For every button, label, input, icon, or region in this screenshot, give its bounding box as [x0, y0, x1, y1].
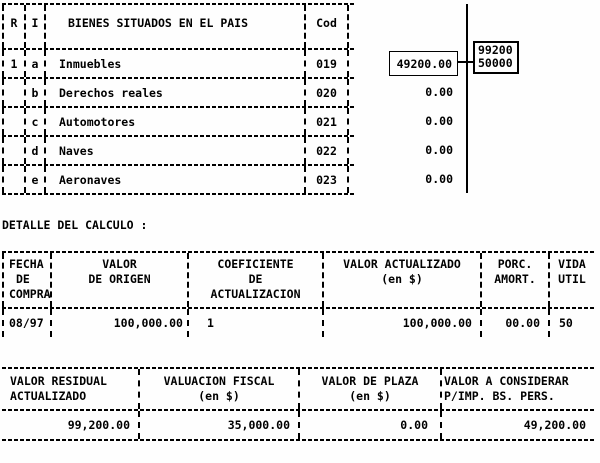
- valor-considerar-value: 49,200.00: [440, 411, 592, 439]
- bienes-header-title: BIENES SITUADOS EN EL PAIS: [44, 5, 304, 48]
- row-label: Naves: [44, 137, 304, 164]
- residual-data-row: [2, 411, 592, 439]
- bienes-table: [2, 3, 354, 195]
- dashed-divider: [2, 439, 594, 441]
- inmuebles-value: 49200.00: [396, 56, 452, 71]
- fecha-compra-value: 08/97: [2, 309, 50, 337]
- porc-amort-value: 00.00: [480, 309, 548, 337]
- row-index: [2, 79, 24, 106]
- row-letter: e: [24, 166, 44, 193]
- row-code: 020: [304, 79, 349, 106]
- row-letter: d: [24, 137, 44, 164]
- vertical-rule: [466, 4, 468, 193]
- row-index: [2, 166, 24, 193]
- row-index: 1: [2, 50, 24, 77]
- table-row: [2, 166, 349, 193]
- row-letter: a: [24, 50, 44, 77]
- row-label: Inmuebles: [44, 50, 304, 77]
- row-index: [2, 108, 24, 135]
- row-letter: b: [24, 79, 44, 106]
- valor-plaza-value: 0.00: [298, 411, 440, 439]
- callout-connector-line: [458, 61, 474, 63]
- residual-header-row: [2, 369, 592, 409]
- annotation-box: [473, 41, 519, 74]
- table-row: [2, 108, 349, 135]
- row-code: 023: [304, 166, 349, 193]
- vida-util-value: 50: [548, 309, 594, 337]
- row-label: Derechos reales: [44, 79, 304, 106]
- bienes-header-r: R: [2, 5, 24, 48]
- residual-table: [2, 367, 594, 441]
- row-code: 021: [304, 108, 349, 135]
- dashed-divider: [2, 193, 354, 195]
- header-valor-origen: VALOR DE ORIGEN: [50, 253, 187, 307]
- header-valor-considerar: VALOR A CONSIDERAR P/IMP. BS. PERS.: [440, 369, 592, 409]
- row-code: 019: [304, 50, 349, 77]
- annotation-line-2: 50000: [478, 56, 513, 70]
- row-label: Aeronaves: [44, 166, 304, 193]
- table-row: [2, 79, 349, 106]
- header-valor-plaza: VALOR DE PLAZA (en $): [298, 369, 440, 409]
- row-code: 022: [304, 137, 349, 164]
- row-letter: c: [24, 108, 44, 135]
- calculo-data-row: [2, 309, 594, 337]
- header-valor-residual: VALOR RESIDUAL ACTUALIZADO: [10, 374, 107, 403]
- valor-origen-value: 100,000.00: [50, 309, 187, 337]
- valor-actualizado-value: 100,000.00: [322, 309, 480, 337]
- section-title: DETALLE DEL CALCULO :: [2, 218, 148, 232]
- row-index: [2, 137, 24, 164]
- header-valor-actualizado: VALOR ACTUALIZADO (en $): [322, 253, 480, 307]
- valor-residual-value: 99,200.00: [67, 418, 130, 432]
- automotores-value: 0.00: [425, 114, 453, 128]
- bienes-header-i: I: [24, 5, 44, 48]
- row-label: Automotores: [44, 108, 304, 135]
- valuacion-fiscal-value: 35,000.00: [138, 411, 298, 439]
- coeficiente-value: 1: [187, 309, 322, 337]
- inmuebles-value-field[interactable]: [389, 51, 458, 76]
- header-porc-amort: PORC. AMORT.: [480, 253, 548, 307]
- bienes-header-row: [2, 5, 349, 48]
- table-row: [2, 50, 349, 77]
- header-fecha-compra: FECHA DE COMPRA: [2, 253, 50, 307]
- header-valuacion-fiscal: VALUACION FISCAL (en $): [138, 369, 298, 409]
- calculo-header-row: [2, 253, 594, 307]
- header-vida-util: VIDA UTIL: [548, 253, 594, 307]
- aeronaves-value: 0.00: [425, 172, 453, 186]
- table-row: [2, 137, 349, 164]
- annotation-line-1: 99200: [478, 43, 513, 57]
- bienes-header-cod: Cod: [304, 5, 349, 48]
- naves-value: 0.00: [425, 143, 453, 157]
- calculo-table: [2, 251, 596, 337]
- header-coeficiente: COEFICIENTE DE ACTUALIZACION: [187, 253, 322, 307]
- derechos-value: 0.00: [425, 85, 453, 99]
